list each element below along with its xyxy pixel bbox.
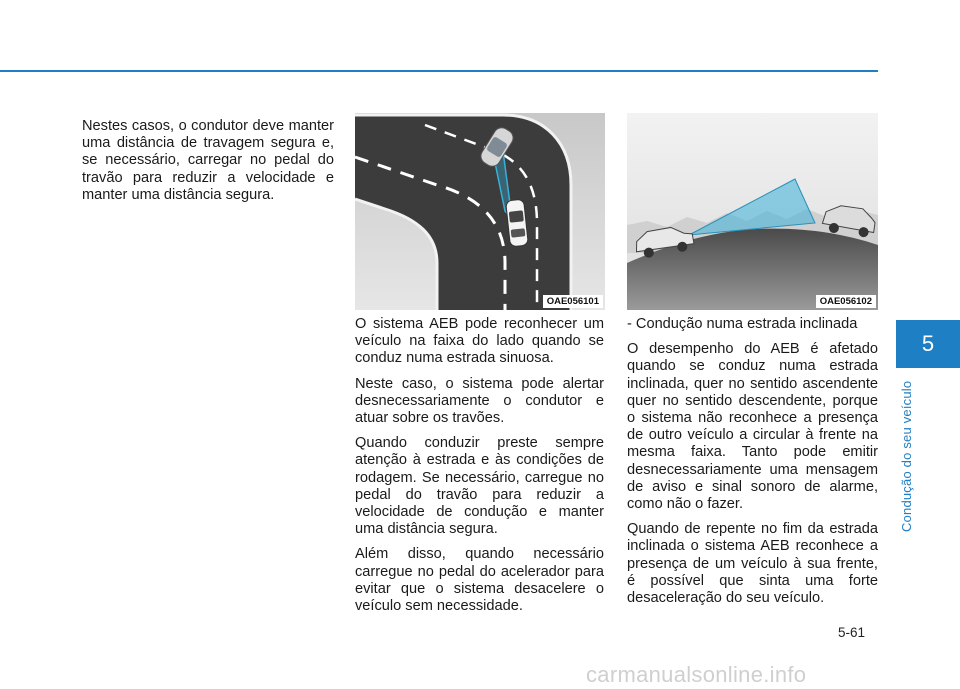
figure-inclined-road [627,113,878,310]
chapter-title: Condução do seu veículo [899,380,914,532]
paragraph: Nestes casos, o condutor deve manter uma distância de travagem segura e, se necessário, carregar no pedal do travão para reduzir a velocidade e manter uma distância segura. [82,118,334,203]
chapter-tab: 5 [896,320,960,368]
watermark: carmanualsonline.info [586,662,807,687]
paragraph: - Condução numa estrada inclinada [627,316,858,332]
page-number: 5-61 [838,625,866,640]
figure-code: OAE056101 [543,295,603,308]
text-column-middle [355,316,604,623]
paragraph: Quando conduzir preste sempre atenção à estrada e às condições de rodagem. Se necessário, carregue no pedal do travão para reduzir a velocidade de condução e manter uma distância segura. [355,435,604,538]
paragraph: Neste caso, o sistema pode alertar desnecessariamente o condutor e atuar sobre os travões. [355,375,604,427]
inclined-road-illustration [627,113,878,310]
paragraph: Além disso, quando necessário carregue no pedal do acelerador para evitar que o sistema desacelere o veículo sem necessidade. [355,546,604,615]
figure-code: OAE056102 [816,295,876,308]
paragraph: Quando de repente no fim da estrada inclinada o sistema AEB reconhece a presença de um veículo à sua frente, é possível que sinta uma forte desaceleração do seu veículo. [627,521,878,607]
paragraph: O sistema AEB pode reconhecer um veículo na faixa do lado quando se conduz numa estrada sinuosa. [355,316,604,367]
text-column-right [627,316,878,615]
header-rule [0,70,878,72]
figure-curved-road [355,113,605,310]
curved-road-illustration [355,113,605,310]
paragraph: O desempenho do AEB é afetado quando se conduz numa estrada inclinada, quer no sentido ascendente quer no sentido descendente, porque o sistema não reconhece a presença de outro veículo a circular à frente na mesma faixa. Tanto pode emitir desnecessariamente uma mensagem de aviso e sinal sonoro de alarme, como não o fazer. [627,341,878,513]
text-column-left [82,118,334,212]
